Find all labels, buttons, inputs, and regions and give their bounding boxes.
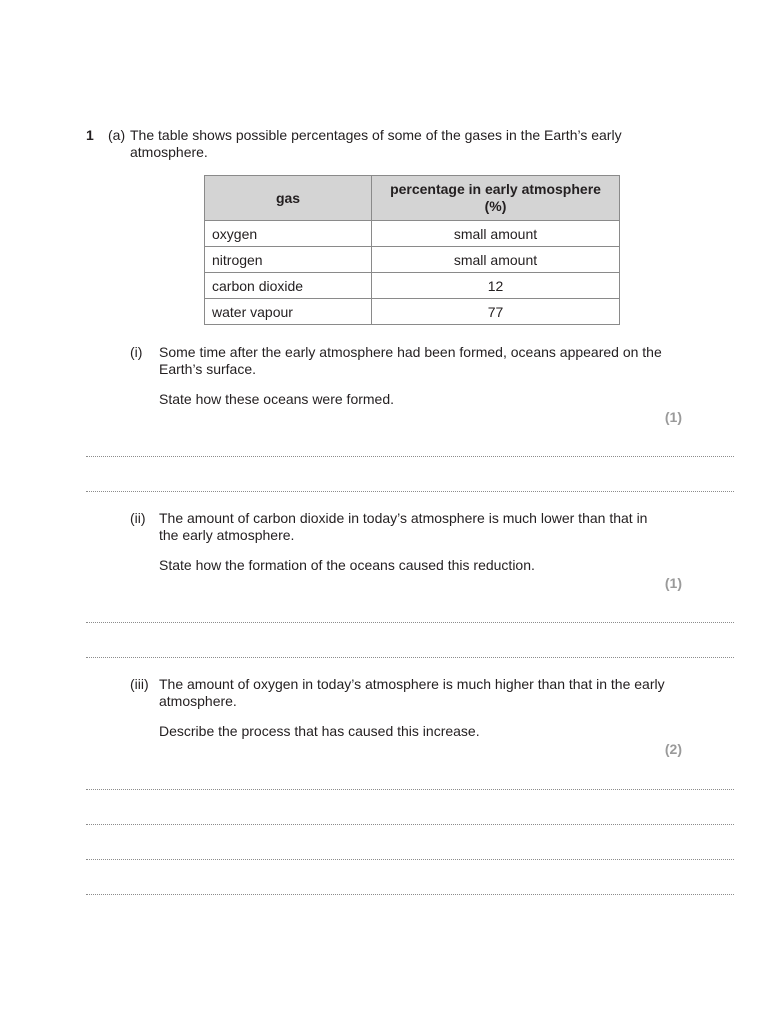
answer-line[interactable] (86, 491, 734, 492)
gas-percentage: 77 (372, 299, 620, 325)
header-percentage-unit: (%) (484, 198, 507, 214)
gas-percentage: small amount (372, 221, 620, 247)
gas-percentage: small amount (372, 247, 620, 273)
subquestion-label-ii: (ii) (130, 510, 146, 526)
subquestion-instruction-i: State how these oceans were formed. (159, 391, 395, 407)
question-intro: The table shows possible percentages of some of the gases in the Earth’s early atmosphere. (130, 127, 622, 160)
marks-i: (1) (664, 409, 682, 425)
answer-line[interactable] (86, 824, 734, 825)
answer-line[interactable] (86, 622, 734, 623)
marks-ii: (1) (664, 575, 682, 591)
answer-line[interactable] (86, 894, 734, 895)
gas-name: water vapour (205, 299, 372, 325)
table-row (205, 273, 620, 299)
subquestion-text-iii: The amount of oxygen in today’s atmosphere is much higher than that in the early atmosphere. (159, 676, 665, 709)
table-row (205, 299, 620, 325)
subquestion-text-i: Some time after the early atmosphere had been formed, oceans appeared on the Earth’s surface. (159, 344, 662, 377)
answer-line[interactable] (86, 859, 734, 860)
gas-name: carbon dioxide (205, 273, 372, 299)
subquestion-instruction-iii: Describe the process that has caused this increase. (159, 723, 480, 739)
gas-name: oxygen (205, 221, 372, 247)
table-row (205, 247, 620, 273)
marks-iii: (2) (664, 741, 682, 757)
subquestion-instruction-ii: State how the formation of the oceans caused this reduction. (159, 557, 535, 573)
table-row (205, 221, 620, 247)
gas-table (204, 175, 620, 325)
question-part-label: (a) (108, 127, 126, 143)
header-gas: gas (205, 176, 372, 221)
question-number: 1 (86, 127, 94, 143)
answer-line[interactable] (86, 456, 734, 457)
subquestion-label-i: (i) (130, 344, 143, 360)
header-percentage-label: percentage in early atmosphere (390, 181, 601, 197)
answer-line[interactable] (86, 789, 734, 790)
gas-name: nitrogen (205, 247, 372, 273)
gas-percentage: 12 (372, 273, 620, 299)
subquestion-label-iii: (iii) (130, 676, 149, 692)
table-header-row (205, 176, 620, 221)
header-percentage (372, 176, 620, 221)
answer-line[interactable] (86, 657, 734, 658)
subquestion-text-ii: The amount of carbon dioxide in today’s atmosphere is much lower than that in the early atmosphere. (159, 510, 648, 543)
